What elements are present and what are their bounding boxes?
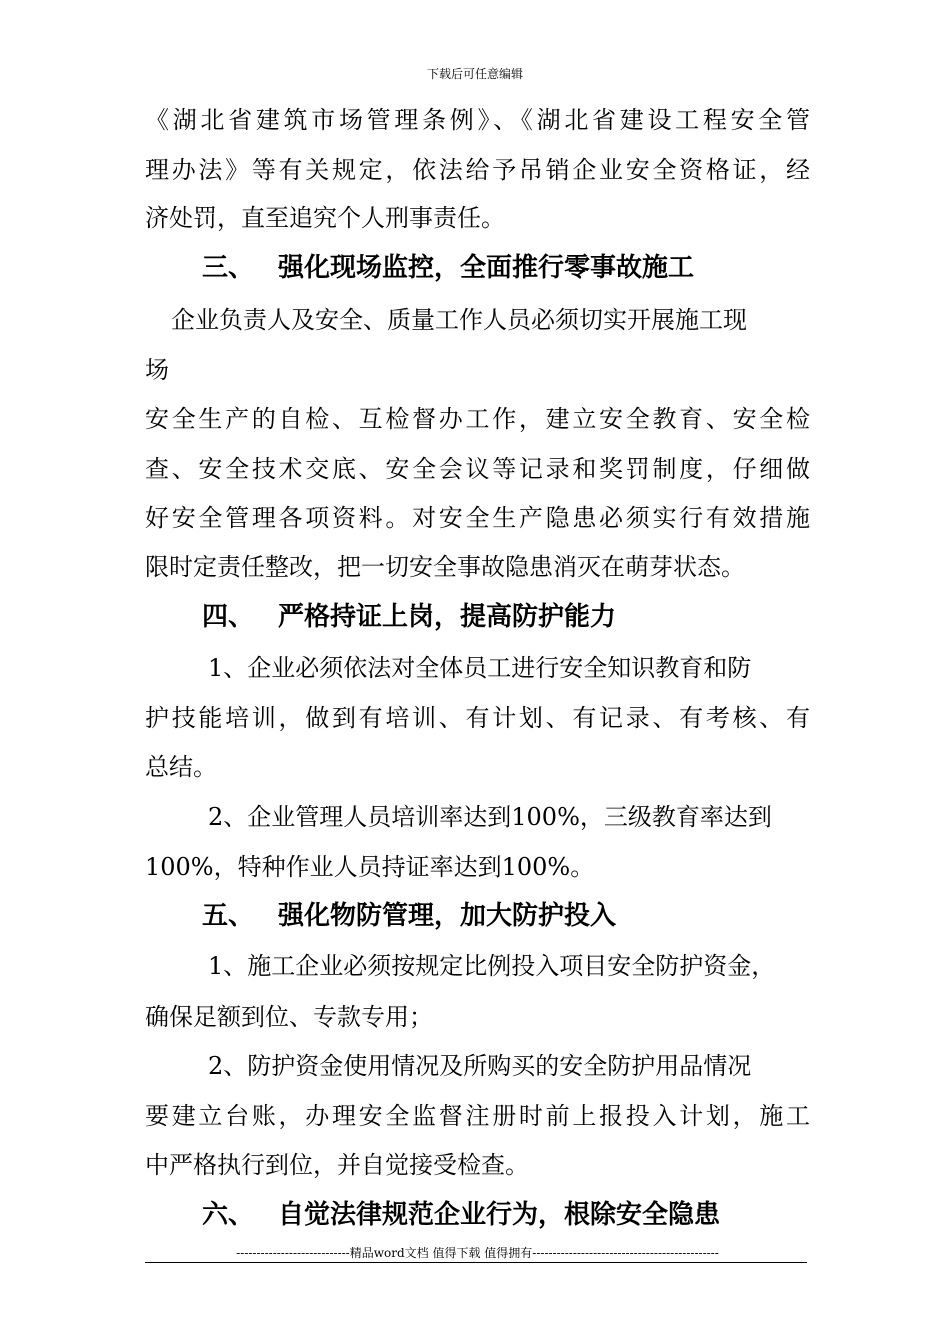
section-heading-6 [202, 1198, 720, 1232]
page-footer: ----------------------------精品word文档 值得下载 值得拥有---------------------------------------------- [236, 1246, 719, 1260]
text-line: 2、企业管理人员培训率达到100%，三级教育率达到 [208, 803, 772, 831]
heading-number: 三、 [202, 253, 255, 283]
text-line: 企业负责人及安全、质量工作人员必须切实开展施工现 [171, 306, 747, 334]
text-line: 查、安全技术交底、安全会议等记录和奖罚制度，仔细做 [145, 455, 810, 483]
text-line: 确保足额到位、专款专用； [145, 1003, 433, 1031]
text-line: 济处罚，直至追究个人刑事责任。 [145, 204, 505, 232]
text-line: 100%，特种作业人员持证率达到100%。 [145, 853, 595, 881]
text-line: 限时定责任整改，把一切安全事故隐患消灭在萌芽状态。 [145, 553, 745, 581]
text-line: 理办法》等有关规定，依法给予吊销企业安全资格证，经 [145, 156, 810, 184]
text-line: 安全生产的自检、互检督办工作，建立安全教育、安全检 [145, 405, 810, 433]
section-heading-5 [202, 899, 616, 933]
heading-number: 五、 [202, 901, 255, 931]
section-heading-4 [202, 600, 616, 634]
text-line: 1、企业必须依法对全体员工进行安全知识教育和防 [208, 654, 752, 682]
section-heading-3 [202, 251, 694, 285]
footer-rule [145, 1262, 807, 1263]
text-line: 好安全管理各项资料。对安全生产隐患必须实行有效措施 [145, 504, 810, 532]
text-line: 《湖北省建筑市场管理条例》、《湖北省建设工程安全管 [145, 106, 810, 134]
text-line: 总结。 [145, 753, 217, 781]
text-line: 要建立台账，办理安全监督注册时前上报投入计划，施工 [145, 1102, 810, 1130]
text-line: 护技能培训，做到有培训、有计划、有记录、有考核、有 [145, 704, 810, 732]
text-line: 1、施工企业必须按规定比例投入项目安全防护资金， [208, 952, 776, 980]
heading-text: 严格持证上岗，提高防护能力 [278, 602, 617, 632]
heading-number: 六、 [202, 1200, 255, 1230]
page-header: 下载后可任意编辑 [426, 67, 523, 81]
text-line: 场 [145, 356, 169, 384]
heading-number: 四、 [202, 602, 255, 632]
text-line: 中严格执行到位，并自觉接受检查。 [145, 1151, 529, 1179]
heading-text: 自觉法律规范企业行为，根除安全隐患 [278, 1200, 721, 1230]
heading-text: 强化物防管理，加大防护投入 [278, 901, 617, 931]
text-line: 2、防护资金使用情况及所购买的安全防护用品情况 [208, 1052, 752, 1080]
heading-text: 强化现场监控，全面推行零事故施工 [278, 253, 695, 283]
